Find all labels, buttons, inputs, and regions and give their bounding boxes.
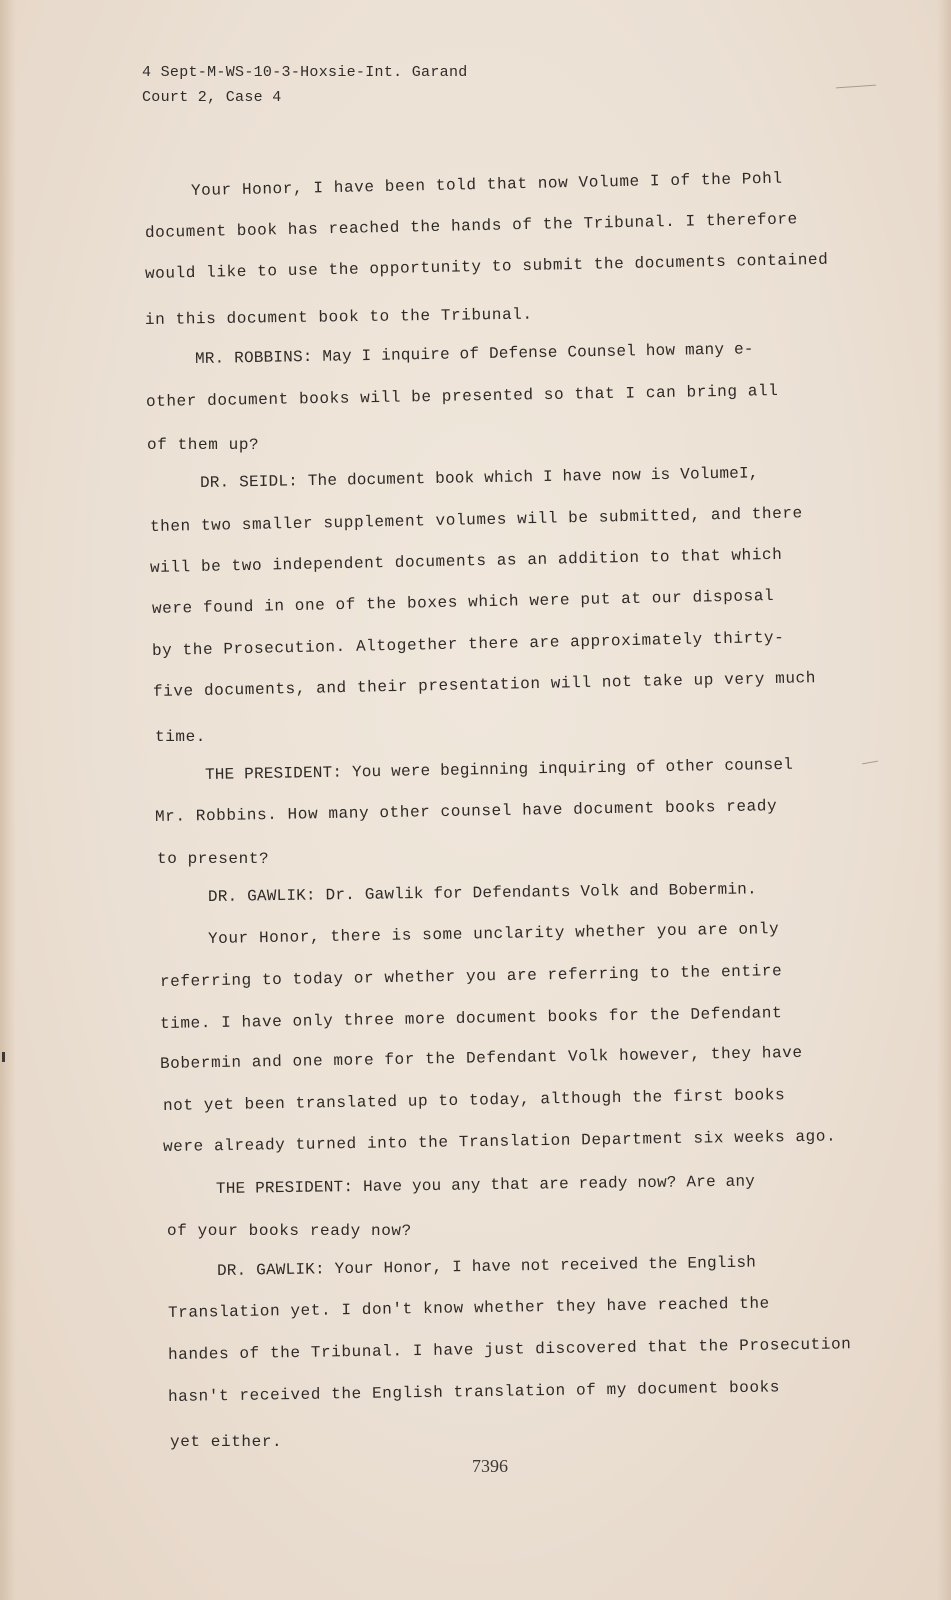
text-line: by the Prosecution. Altogether there are approximately thirty- (151, 628, 785, 660)
page-number: 7396 (472, 1456, 508, 1476)
text-line: time. (155, 728, 207, 746)
header-line-2: Court 2, Case 4 (142, 89, 282, 106)
text-line: in this document book to the Tribunal. (144, 305, 533, 329)
text-line: of them up? (147, 436, 260, 454)
pencil-mark (836, 85, 876, 89)
speaker-line: DR. GAWLIK: Dr. Gawlik for Defendants Volk and Bobermin. (207, 880, 757, 906)
text-line: of your books ready now? (167, 1222, 412, 1240)
speaker-line: THE PRESIDENT: You were beginning inquiring of other counsel (204, 755, 794, 784)
text-line: Bobermin and one more for the Defendant Volk however, they have (159, 1043, 803, 1073)
binding-mark (2, 1052, 5, 1062)
text-line: yet either. (170, 1433, 283, 1451)
text-line: Your Honor, I have been told that now Volume I of the Pohl (190, 169, 783, 200)
text-line: would like to use the opportunity to submit the documents contained (144, 250, 829, 283)
text-line: will be two independent documents as an addition to that which (149, 545, 783, 577)
speaker-line: DR. SEIDL: The document book which I have now is VolumeI, (199, 464, 759, 492)
speaker-line: MR. ROBBINS: May I inquire of Defense Counsel how many e- (194, 340, 754, 368)
text-line: five documents, and their presentation will not take up very much (152, 669, 817, 701)
pencil-mark (862, 761, 878, 765)
speaker-line: THE PRESIDENT: Have you any that are ready now? Are any (215, 1172, 756, 1198)
text-line: document book has reached the hands of the Tribunal. I therefore (144, 210, 798, 242)
text-line: referring to today or whether you are referring to the entire (159, 962, 783, 991)
text-line: to present? (157, 850, 270, 868)
text-line: hasn't received the English translation of my document books (167, 1378, 781, 1406)
text-line: other document books will be presented so that I can bring all (145, 381, 779, 411)
text-line: handes of the Tribunal. I have just discovered that the Prosecution (167, 1335, 852, 1364)
text-line: were already turned into the Translation Department six weeks ago. (162, 1127, 837, 1156)
text-line: then two smaller supplement volumes will be submitted, and there (149, 504, 803, 536)
speaker-line: DR. GAWLIK: Your Honor, I have not received the English (216, 1253, 757, 1280)
text-line: time. I have only three more document books for the Defendant (159, 1004, 783, 1033)
text-line: Translation yet. I don't know whether they have reached the (167, 1294, 770, 1322)
header-line-1: 4 Sept-M-WS-10-3-Hoxsie-Int. Garand (142, 64, 468, 81)
text-line: Your Honor, there is some unclarity whether you are only (207, 920, 780, 948)
text-line: Mr. Robbins. How many other counsel have document books ready (154, 797, 778, 826)
text-line: were found in one of the boxes which were put at our disposal (151, 586, 775, 618)
text-line: not yet been translated up to today, although the first books (162, 1086, 786, 1115)
